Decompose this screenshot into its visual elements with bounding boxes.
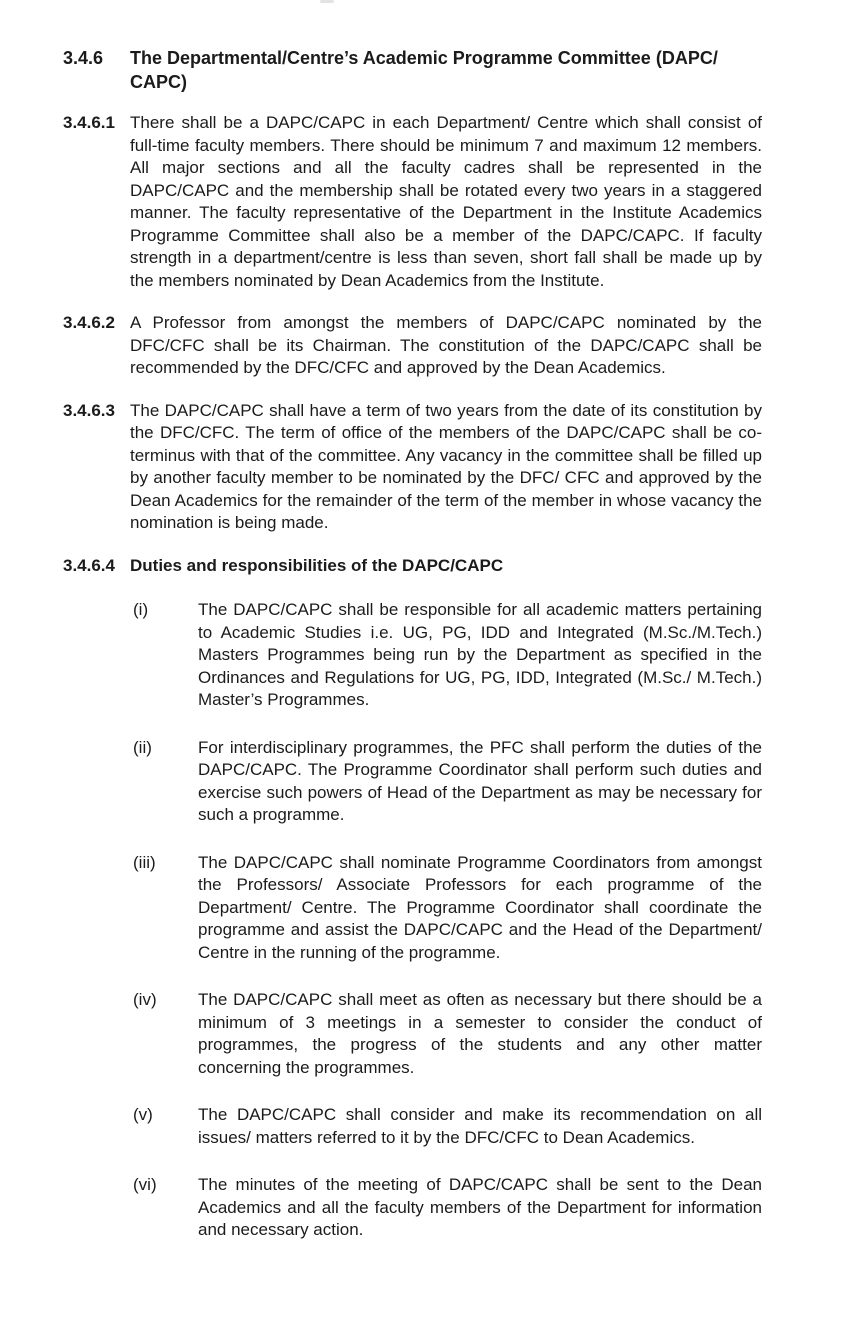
clause-3464-heading [63,555,762,578]
list-item-text: The DAPC/CAPC shall nominate Programme Coordinators from amongst the Professors/ Associate Professors for each programme of the Department/ Centre. The Programme Coordinator shall coordinate the programme and assist the DAPC/CAPC and the Head of the Department/ Centre in the running of the programme. [198,852,762,962]
list-item-iii [133,852,762,965]
list-item-text: The DAPC/CAPC shall meet as often as necessary but there should be a minimum of 3 meetings in a semester to consider the conduct of programmes, the progress of the students and any other matter concerning the programmes. [198,990,762,1077]
list-marker: (ii) [133,737,152,757]
section-heading [63,46,762,94]
clause-3461 [63,112,762,292]
list-marker: (vi) [133,1175,157,1194]
clause-number: 3.4.6.4 [63,555,115,575]
list-item-i [133,599,762,712]
list-marker: (iv) [133,990,157,1009]
list-item-text: For interdisciplinary programmes, the PFC shall perform the duties of the DAPC/CAPC. The Programme Coordinator shall perform such duties and exercise such powers of Head of the Department as may be necessary for such a programme. [198,737,762,824]
list-marker: (v) [133,1105,153,1124]
list-marker: (iii) [133,852,156,872]
clause-text: A Professor from amongst the members of DAPC/CAPC nominated by the DFC/CFC shall be its Chairman. The constitution of the DAPC/CAPC shall be recommended by the DFC/CFC and approved by the Dean Academics. [130,313,762,377]
list-item-text: The DAPC/CAPC shall be responsible for all academic matters pertaining to Academic Studies i.e. UG, PG, IDD and Integrated (M.Sc./M.Tech.) Masters Programmes being run by the Department as specified in the Ordinances and Regulations for UG, PG, IDD, Integrated (M.Sc./ M.Tech.) Master’s Programmes. [198,600,762,709]
clause-3462 [63,312,762,380]
clause-number: 3.4.6.2 [63,313,115,332]
duties-list [133,599,762,1242]
section-title: The Departmental/Centre’s Academic Programme Committee (DAPC/ CAPC) [130,48,718,92]
clause-3463 [63,400,762,535]
list-item-text: The minutes of the meeting of DAPC/CAPC shall be sent to the Dean Academics and all the faculty members of the Department for information and necessary action. [198,1175,762,1239]
clause-text: There shall be a DAPC/CAPC in each Department/ Centre which shall consist of full-time faculty members. There should be minimum 7 and maximum 12 members. All major sections and all the faculty cadres shall be represented in the DAPC/CAPC and the membership shall be rotated every two years in a staggered manner. The faculty representative of the Department in the Institute Academics Programme Committee shall also be a member of the DAPC/CAPC. If faculty strength in a department/centre is less than seven, short fall shall be made up by the members nominated by Dean Academics from the Institute. [130,113,762,290]
clause-number: 3.4.6.1 [63,113,115,132]
list-item-ii [133,737,762,827]
list-item-v [133,1104,762,1149]
list-item-iv [133,989,762,1079]
clause-text: Duties and responsibilities of the DAPC/CAPC [130,555,504,575]
list-item-vi [133,1174,762,1242]
scan-artifact-mark [320,0,334,3]
list-item-text: The DAPC/CAPC shall consider and make its recommendation on all issues/ matters referred to it by the DFC/CFC to Dean Academics. [198,1105,762,1147]
list-marker: (i) [133,600,149,619]
section-number: 3.4.6 [63,48,104,68]
clause-text: The DAPC/CAPC shall have a term of two years from the date of its constitution by the DFC/CFC. The term of office of the members of the DAPC/CAPC shall be co-terminus with that of the committee. Any vacancy in the committee shall be filled up by another faculty member to be nominated by the DFC/ CFC and approved by the Dean Academics for the remainder of the term of the member in whose vacancy the nomination is being made. [130,400,762,532]
page-content [63,46,762,1267]
clause-number: 3.4.6.3 [63,400,115,420]
